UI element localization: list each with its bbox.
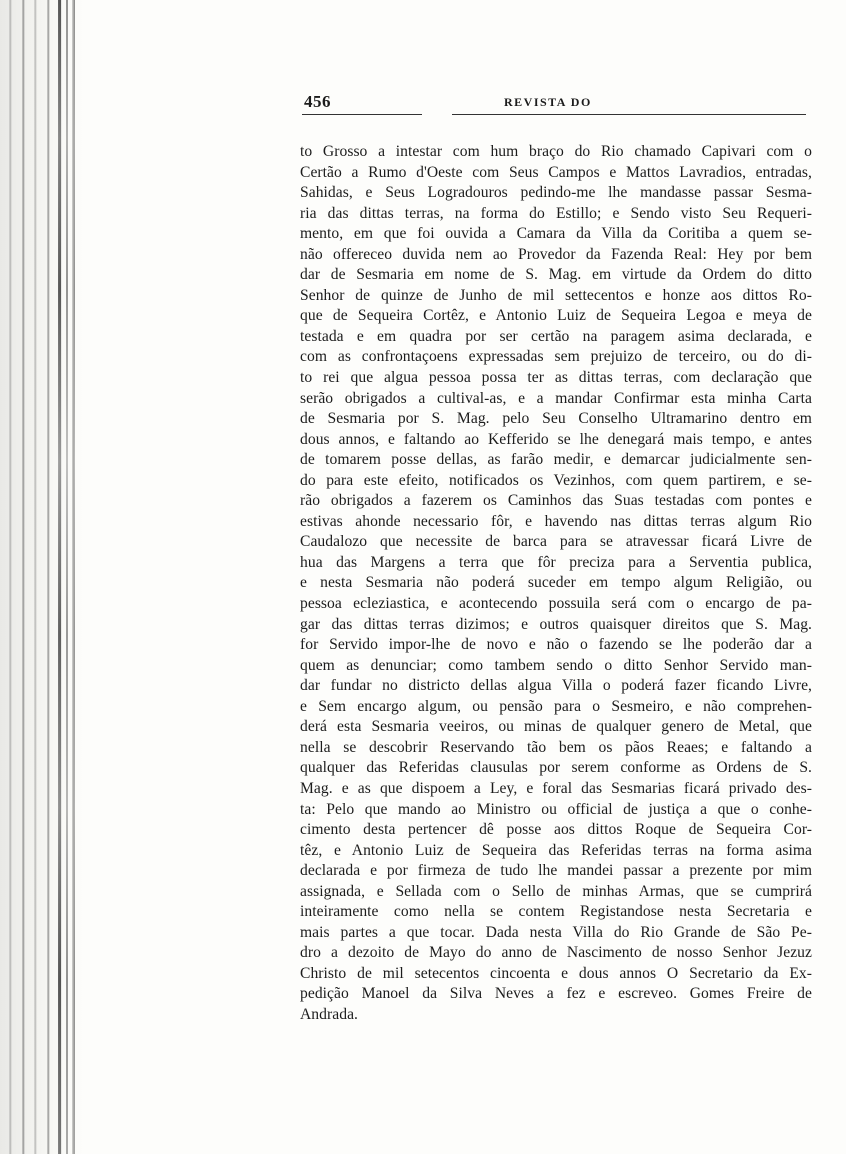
text-line: pedição Manoel da Silva Neves a fez e escreveo. Gomes Freire de	[300, 985, 812, 1003]
text-line: que de Sequeira Cortêz, e Antonio Luiz de Sequeira Legoa e meya de	[300, 307, 812, 325]
text-line: dar fundar no districto dellas algua Villa o poderá fazer ficando Livre,	[300, 677, 812, 695]
text-line: serão obrigados a cultival-as, e a mandar Confirmar esta minha Carta	[300, 389, 812, 407]
text-line: ria das dittas terras, na forma do Estillo; e Sendo visto Seu Requeri-	[300, 204, 812, 222]
text-line: qualquer das Referidas clausulas por serem conforme as Ordens de S.	[300, 759, 812, 777]
text-line: rão obrigados a fazerem os Caminhos das Suas testadas com pontes e	[300, 492, 812, 510]
text-line: dous annos, e faltando ao Kefferido se lhe denegará mais tempo, e antes	[300, 430, 812, 448]
text-line: gar das dittas terras dizimos; e outros quaisquer direitos que S. Mag.	[300, 615, 812, 633]
text-line: to Grosso a intestar com hum braço do Rio chamado Capivari com o	[300, 143, 812, 160]
text-line: inteiramente como nella se contem Registandose nesta Secretaria e	[300, 903, 812, 921]
text-line: testada e em quadra por ser certão na paragem asima declarada, e	[300, 327, 812, 345]
text-line: Sahidas, e Seus Logradouros pedindo-me lhe mandasse passar Sesma-	[300, 184, 812, 202]
binding-shadow-line	[66, 0, 68, 1154]
text-line: assignada, e Sellada com o Sello de minhas Armas, que se cumprirá	[300, 882, 812, 900]
page-number: 456	[304, 92, 331, 111]
text-line: Certão a Rumo d'Oeste com Seus Campos e Mattos Lavradios, entradas,	[300, 163, 812, 181]
text-line: com as confrontaçoens expressadas sem prejuizo de terceiro, ou do di-	[300, 348, 812, 366]
text-line: mento, em que foi ouvida a Camara da Villa da Coritiba a quem se-	[300, 225, 812, 243]
text-line: e Sem encargo algum, ou pensão para o Sesmeiro, e não comprehen-	[300, 697, 812, 715]
binding-edge	[0, 0, 84, 1154]
binding-shadow-line	[74, 0, 75, 1154]
running-head: REVISTA DO	[504, 95, 592, 109]
header-rule-right	[452, 114, 806, 115]
header-rule-left	[302, 114, 422, 115]
text-line: do para este efeito, notificados os Vezinhos, com quem partirem, e se-	[300, 471, 812, 489]
text-line: Senhor de quinze de Junho de mil settecentos e honze aos dittos Ro-	[300, 286, 812, 304]
text-line: dar de Sesmaria em nome de S. Mag. em virtude da Ordem do ditto	[300, 266, 812, 284]
text-line: pessoa ecleziastica, e acontecendo possuila será com o encargo de pa-	[300, 595, 812, 613]
text-line: estivas ahonde necessario fôr, e havendo nas dittas terras algum Rio	[300, 512, 812, 530]
text-line: hua das Margens a terra que fôr preciza para a Serventia publica,	[300, 553, 812, 571]
text-line: derá esta Sesmaria veeiros, ou minas de qualquer genero de Metal, que	[300, 718, 812, 736]
body-text	[300, 142, 812, 1026]
text-line: ta: Pelo que mando ao Ministro ou official de justiça a que o conhe-	[300, 800, 812, 818]
text-line: quem as denunciar; como tambem sendo o ditto Senhor Servido man-	[300, 656, 812, 674]
binding-shadow-line	[58, 0, 61, 1154]
text-line: nella se descobrir Reservando tão bem os pãos Reaes; e faltando a	[300, 738, 812, 756]
text-line: declarada e por firmeza de tudo lhe mandei passar a prezente por mim	[300, 862, 812, 880]
text-line: for Servido impor-lhe de novo e não o fazendo se lhe poderão dar a	[300, 636, 812, 654]
page-header	[300, 92, 806, 122]
text-line: Andrada.	[300, 1005, 358, 1023]
text-line: têz, e Antonio Luiz de Sequeira das Referidas terras na forma asima	[300, 841, 812, 859]
text-line: e nesta Sesmaria não poderá suceder em tempo algum Religião, ou	[300, 574, 812, 592]
text-line: de Sesmaria por S. Mag. pelo Seu Conselho Ultramarino dentro em	[300, 410, 812, 428]
text-line: não offereceo duvida nem ao Provedor da Fazenda Real: Hey por bem	[300, 245, 812, 263]
text-line: Caudalozo que necessite de barca para se atravessar ficará Livre de	[300, 533, 812, 551]
text-line: mais partes a que tocar. Dada nesta Villa do Rio Grande de São Pe-	[300, 923, 812, 941]
text-line: dro a dezoito de Mayo do anno de Nascimento de nosso Senhor Jezuz	[300, 944, 812, 962]
text-line: Mag. e as que dispoem a Ley, e foral das Sesmarias ficará privado des-	[300, 779, 812, 797]
text-line: Christo de mil setecentos cincoenta e dous annos O Secretario da Ex-	[300, 964, 812, 982]
text-line: to rei que algua pessoa possa ter as dittas terras, com declaração que	[300, 369, 812, 387]
text-line: de tomarem posse dellas, as farão medir, e demarcar judicialmente sen-	[300, 451, 812, 469]
text-line: cimento desta pertencer dê posse aos dittos Roque de Sequeira Cor-	[300, 821, 812, 839]
